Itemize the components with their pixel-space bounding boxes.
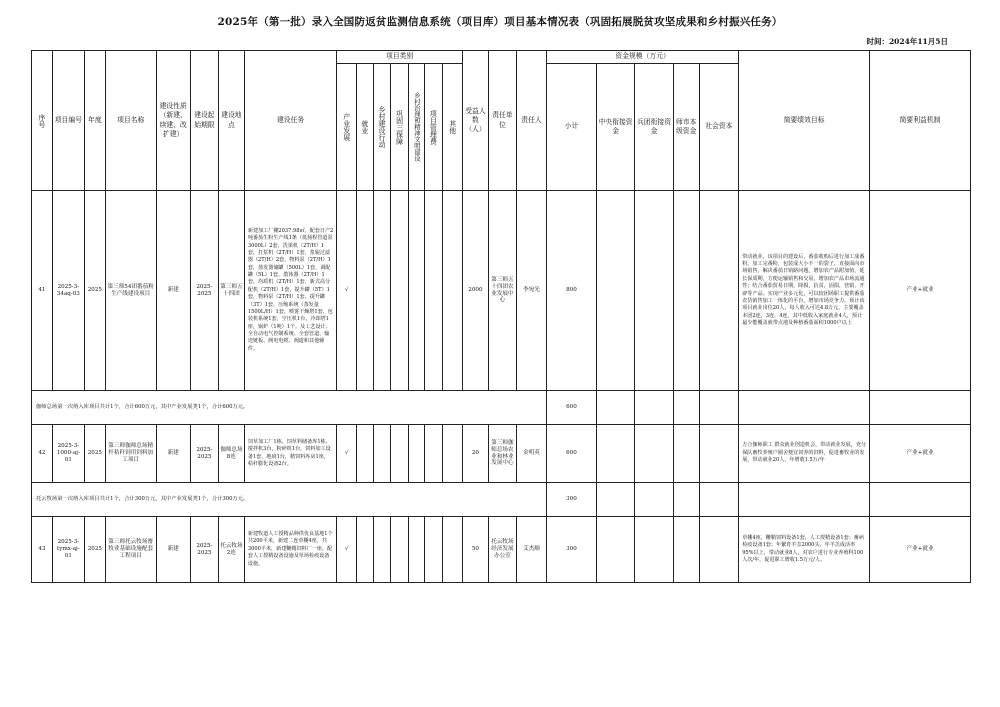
cell-nature: 新建 bbox=[156, 517, 190, 583]
cell-task: 饲草加工厂1栋，饲草料储备库1栋，搅拌机3台，粉碎机1台，饲料加工设备1套，地磅1台，精饲料库房1座，秸秆膨化设备2台。 bbox=[244, 425, 336, 483]
cell-cat-fee bbox=[424, 191, 443, 391]
cell-project-no: 2025-3-34aq-03 bbox=[52, 191, 84, 391]
summary-text: 伽师总场第一次纳入库项目共计1个，合计600万元，其中产业发展类1个，合计600万元。 bbox=[32, 391, 547, 425]
cell-fund-corps bbox=[635, 191, 673, 391]
header-row-1 bbox=[32, 51, 971, 64]
cell-resp-person: 金明英 bbox=[516, 425, 546, 483]
cell-name: 第三师伽师总场精杆秸秆饲用饲料加工项目 bbox=[105, 425, 156, 483]
header-beneficiaries: 受益人数（人） bbox=[462, 51, 488, 191]
header-fund-subtotal: 小计 bbox=[547, 64, 597, 191]
table-row bbox=[32, 191, 971, 391]
cell-nature: 新建 bbox=[156, 425, 190, 483]
header-cat-rural: 乡村建设行动 bbox=[373, 64, 391, 191]
header-benefit-mechanism: 简要利益机制 bbox=[870, 51, 971, 191]
cell-fund-division bbox=[673, 191, 699, 391]
header-resp-unit: 责任单位 bbox=[488, 51, 516, 191]
cell-resp-unit: 托云牧场经济发展办公室 bbox=[488, 517, 516, 583]
header-resp-person: 责任人 bbox=[516, 51, 546, 191]
cell-project-no: 2025-3-tymx-aj-01 bbox=[52, 517, 84, 583]
cell-task: 新建加工厂棚2037.98㎡，配套日产2吨番茄生粉生产线1条（低扬程管道泵3000L）2套，洗果机（2T/H）1套，打浆机（2T/H）1套，浆辊过滤器（2T/H）2套，物料泵（2T/H）1套，蒸发器储罐（500L）1套，调配罐（5L）1套，散体器（2T/H）1套，均质机（2T/H）1套，新式高分配机（2T/H）1套，提升罐（5T）1套，物料泵（2T/H）1套，提升罐（3T）1套，压缩系统（蒸发量1500L/H）1套，喷雾干燥塔1套，包装机系统1套，空压机1台，冷却塔1座，锅炉（1吨）1个。及工艺设计、全自动电气控制系统、全套管道、输送链板、阀电电缆、阀道和其他辅件。 bbox=[244, 191, 336, 391]
cell-benefit-mechanism: 产业+就业 bbox=[870, 517, 971, 583]
cell-benefit-mechanism: 产业+就业 bbox=[870, 425, 971, 483]
cell-task: 新建牧道人工授精品种供优良基地1个共200平米，新建二连草棚4座，共3000平米，新建鞭鞘饲料厂一座，配套人工授精设备设施及草场检疫设备设施。 bbox=[244, 517, 336, 583]
cell-name: 第三师54团番茄粉生产线建设项目 bbox=[105, 191, 156, 391]
cell-resp-person: 李宛光 bbox=[516, 191, 546, 391]
cell-seq: 42 bbox=[32, 425, 53, 483]
cell-year: 2025 bbox=[84, 425, 105, 483]
table-row bbox=[32, 425, 971, 483]
header-cat-guarantees: 巩固三保障 bbox=[391, 64, 409, 191]
header-cat-other: 其他 bbox=[443, 64, 463, 191]
header-fund-division: 师市本级资金 bbox=[673, 64, 699, 191]
cell-cat-employment bbox=[357, 191, 374, 391]
cell-fund-subtotal: 300 bbox=[547, 517, 597, 583]
header-period: 建设起始期限 bbox=[190, 51, 218, 191]
cell-period: 2025-2025 bbox=[190, 517, 218, 583]
project-table bbox=[31, 50, 971, 583]
header-project-no: 项目编号 bbox=[52, 51, 84, 191]
header-fund-group: 资金规模（万元） bbox=[547, 51, 739, 64]
cell-resp-unit: 第三师伽师总场农业和林业发展中心 bbox=[488, 425, 516, 483]
summary-subtotal: 300 bbox=[547, 483, 597, 517]
header-category-group: 项目类别 bbox=[337, 51, 463, 64]
cell-period: 2025-2025 bbox=[190, 425, 218, 483]
cell-period: 2025-2025 bbox=[190, 191, 218, 391]
cell-location: 第三师五十四团 bbox=[218, 191, 244, 391]
cell-cat-governance bbox=[408, 191, 424, 391]
cell-year: 2025 bbox=[84, 517, 105, 583]
header-cat-industry: 产业发展 bbox=[337, 64, 357, 191]
summary-subtotal: 600 bbox=[547, 391, 597, 425]
header-task: 建设任务 bbox=[244, 51, 336, 191]
header-location: 建设地点 bbox=[218, 51, 244, 191]
cell-benefit-mechanism: 产业+就业 bbox=[870, 191, 971, 391]
cell-fund-social bbox=[699, 191, 739, 391]
summary-row bbox=[32, 391, 971, 425]
cell-cat-guarantees bbox=[391, 191, 409, 391]
cell-perf-goal: 带动就业，该项目的建设后，番茄收购后进行加工成番粉，加工完番粉，包装成大小不一的袋子，直接面向市场销售，解决番茄日销路问题，增加农产品附加值，延长保质期，方便运输销售和交易，增加农产品市场流通性；结合番茄贸易日期，降损，抗贫，固损，营销，开辟等产品。实现产业多元化，可以较团场职工提供番茄农货销售加工一体化的平台，增加市场竞争力。预计该项目就业岗位20人，每人收入可达4.8万元，主要覆盖本团2连，3连，4连，其中低收入家庭就业4人，预计最少能覆盖就带点地及种植番茄面积1000户以上 bbox=[739, 191, 870, 391]
cell-nature: 新建 bbox=[156, 191, 190, 391]
header-name: 项目名称 bbox=[105, 51, 156, 191]
cell-resp-person: 艾杰顺 bbox=[516, 517, 546, 583]
header-fund-central: 中央衔接资金 bbox=[596, 64, 634, 191]
page-title: 2025年（第一批）录入全国防返贫监测信息系统（项目库）项目基本情况表（巩固拓展脱贫攻坚成果和乡村振兴任务） bbox=[217, 16, 783, 28]
cell-perf-goal: 方合伽师职工 群众就业创造机会，带动就业发展，充分保队畜牧养殖户圈舍便宜饲养的饲料，促进畜牧业的发展，带动就业20人，年增收1.5万/年 bbox=[739, 425, 870, 483]
cell-fund-subtotal: 600 bbox=[547, 425, 597, 483]
cell-fund-subtotal: 800 bbox=[547, 191, 597, 391]
cell-perf-goal: 草棚4座，鞭鞘饲料设备1套，人工授精设备1套；畜病检疫设备1套；年繁育羊羔2000头，年羊羔成活率95%以上，带动就业8人，对农户进行专业养殖科100人次/年，促进职工增收1.5万元/人。 bbox=[739, 517, 870, 583]
cell-beneficiaries: 20 bbox=[462, 425, 488, 483]
cell-fund-central bbox=[596, 191, 634, 391]
table-row bbox=[32, 517, 971, 583]
cell-year: 2025 bbox=[84, 191, 105, 391]
cell-cat-industry: √ bbox=[337, 517, 357, 583]
cell-location: 伽师总场8连 bbox=[218, 425, 244, 483]
cell-seq: 41 bbox=[32, 191, 53, 391]
header-year: 年度 bbox=[84, 51, 105, 191]
summary-text: 托云牧场第一次纳入库项目共计1个，合计300万元，其中产业发展类1个，合计300万元。 bbox=[32, 483, 547, 517]
header-nature: 建设性质（新建、续建、改扩建） bbox=[156, 51, 190, 191]
summary-row bbox=[32, 483, 971, 517]
header-cat-employment: 就业 bbox=[357, 64, 374, 191]
header-fund-social: 社会资本 bbox=[699, 64, 739, 191]
header-fund-corps: 兵团衔接资金 bbox=[635, 64, 673, 191]
header-perf-goal: 简要绩效目标 bbox=[739, 51, 870, 191]
cell-name: 第三师托云牧场畜牧业基础设施配套工程项目 bbox=[105, 517, 156, 583]
cell-seq: 43 bbox=[32, 517, 53, 583]
header-seq: 序号 bbox=[32, 51, 53, 191]
cell-beneficiaries: 50 bbox=[462, 517, 488, 583]
cell-resp-unit: 第三师五十四团农业发展中心 bbox=[488, 191, 516, 391]
cell-cat-rural bbox=[373, 191, 391, 391]
header-cat-governance: 乡村治理和精神文明建设 bbox=[408, 64, 424, 191]
cell-project-no: 2025-3-1000-aj-01 bbox=[52, 425, 84, 483]
cell-beneficiaries: 2000 bbox=[462, 191, 488, 391]
cell-location: 托云牧场2连 bbox=[218, 517, 244, 583]
cell-cat-industry: √ bbox=[337, 191, 357, 391]
header-cat-fee: 项目管理费 bbox=[424, 64, 443, 191]
report-date: 时间：2024年11月5日 bbox=[866, 37, 948, 46]
cell-cat-industry: √ bbox=[337, 425, 357, 483]
cell-cat-other bbox=[443, 191, 463, 391]
